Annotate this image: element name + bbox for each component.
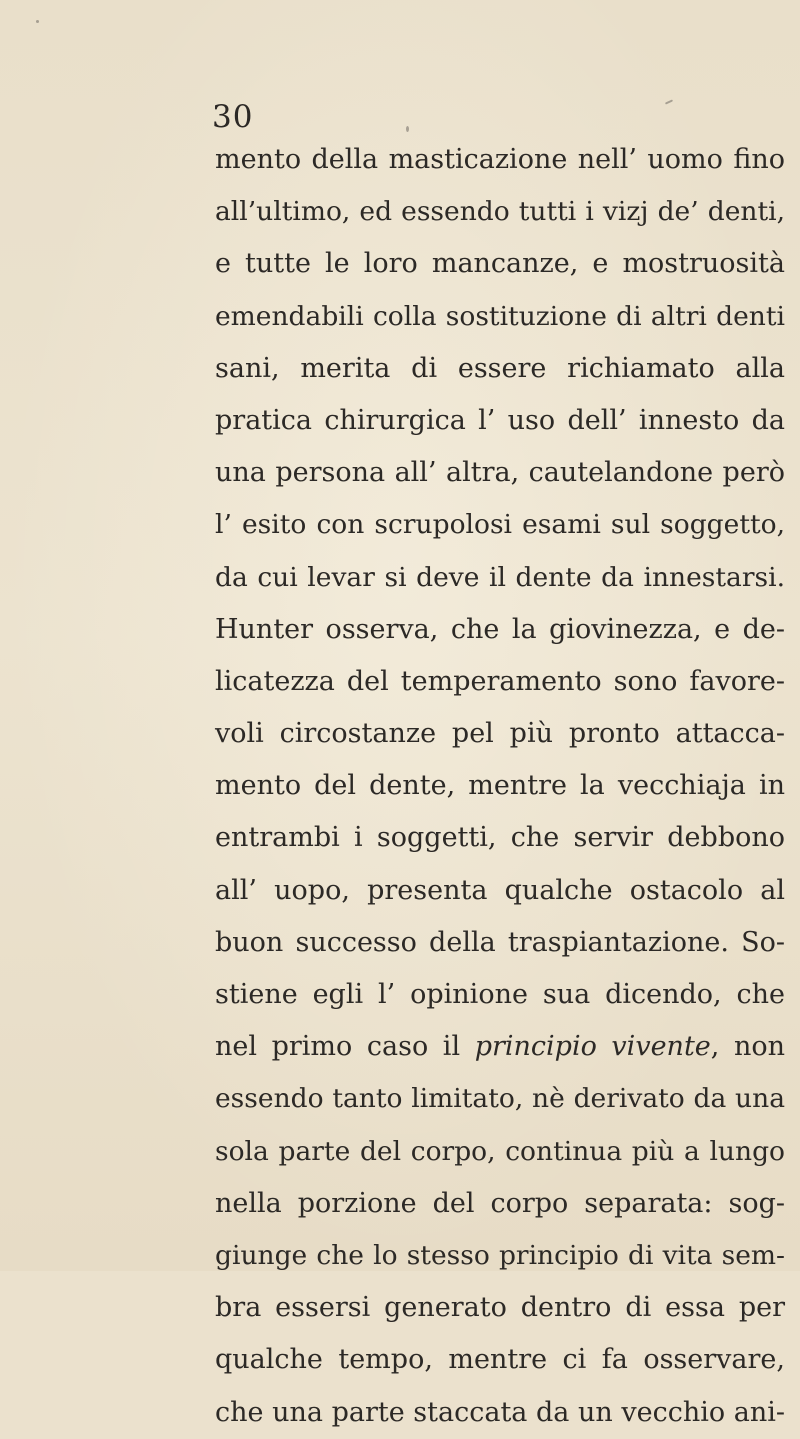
text-line: Hunter osserva, che la giovinezza, e de- bbox=[215, 613, 785, 645]
body-text bbox=[215, 134, 785, 1439]
page-number: 30 bbox=[212, 99, 254, 135]
text-line: emendabili colla sostituzione di altri denti bbox=[215, 300, 785, 332]
text-line: all’ uopo, presenta qualche ostacolo al bbox=[215, 874, 785, 906]
text-line: sani, merita di essere richiamato alla bbox=[215, 352, 785, 384]
text-line: buon successo della traspiantazione. So- bbox=[215, 926, 785, 958]
text-line: nella porzione del corpo separata: sog- bbox=[215, 1187, 785, 1219]
ink-speck bbox=[406, 126, 409, 132]
text-line: sola parte del corpo, continua più a lungo bbox=[215, 1135, 785, 1167]
text-line: da cui levar si deve il dente da innestarsi. bbox=[215, 561, 785, 593]
text-line: una persona all’ altra, cautelandone però bbox=[215, 457, 785, 489]
text-line: che una parte staccata da un vecchio ani- bbox=[215, 1396, 785, 1428]
text-line: l’ esito con scrupolosi esami sul soggetto, bbox=[215, 509, 785, 541]
text-line: mento della masticazione nell’ uomo fino bbox=[215, 144, 785, 175]
ink-speck bbox=[36, 20, 39, 23]
text-line: pratica chirurgica l’ uso dell’ innesto da bbox=[215, 404, 785, 436]
text-segment: , non bbox=[710, 1031, 785, 1063]
text-line: qualche tempo, mentre ci fa osservare, bbox=[215, 1344, 785, 1376]
text-line: e tutte le loro mancanze, e mostruosità bbox=[215, 248, 785, 280]
text-line: stiene egli l’ opinione sua dicendo, che bbox=[215, 979, 785, 1010]
text-segment: nel primo caso il bbox=[215, 1031, 475, 1063]
text-line: bra essersi generato dentro di essa per bbox=[215, 1292, 785, 1324]
text-line: voli circostanze pel più pronto attacca- bbox=[215, 718, 785, 750]
text-line: all’ultimo, ed essendo tutti i vizj de’ denti, bbox=[215, 196, 785, 228]
ink-speck bbox=[665, 99, 673, 104]
text-line: essendo tanto limitato, nè derivato da una bbox=[215, 1083, 785, 1115]
text-line: licatezza del temperamento sono favore- bbox=[215, 665, 785, 697]
text-line: entrambi i soggetti, che servir debbono bbox=[215, 822, 785, 854]
text-line: mento del dente, mentre la vecchiaja in bbox=[215, 770, 785, 802]
text-line: giunge che lo stesso principio di vita sem- bbox=[215, 1239, 785, 1271]
italic-phrase: principio vivente bbox=[474, 1031, 711, 1063]
text-line-with-italic bbox=[215, 1021, 785, 1073]
